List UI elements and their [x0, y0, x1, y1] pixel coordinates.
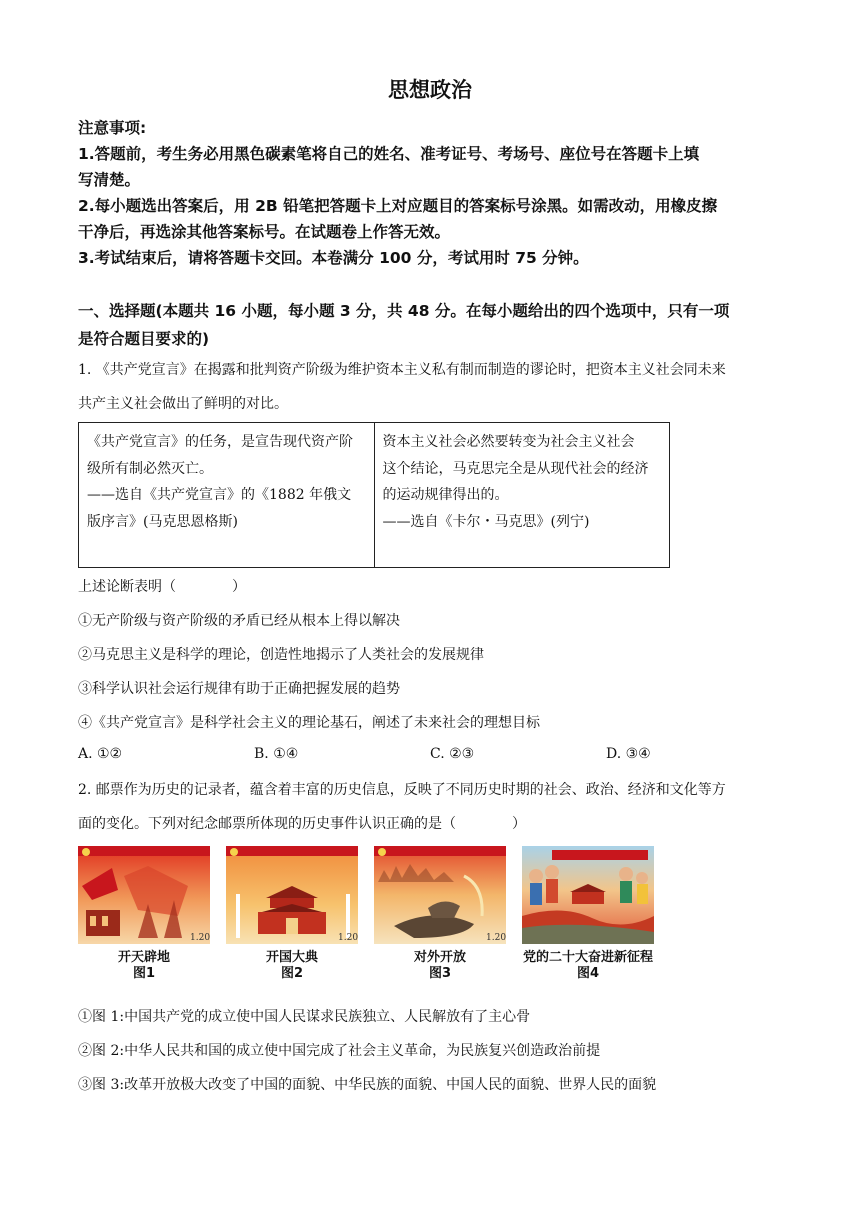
statement: ④《共产党宣言》是科学社会主义的理论基石，阐述了未来社会的理想目标 — [78, 715, 540, 731]
statement: ①无产阶级与资产阶级的矛盾已经从根本上得以解决 — [78, 613, 400, 629]
notice-line: 写清楚。 — [78, 171, 141, 189]
option-a[interactable]: A. ①② — [78, 746, 123, 762]
stamp-caption: 党的二十大奋进新征程 — [522, 950, 653, 965]
notice-line: 2.每小题选出答案后，用 2B 铅笔把答题卡上对应题目的答案标号涂黑。如需改动，用橡皮擦 — [78, 197, 718, 215]
stamp-label: 图4 — [576, 966, 600, 981]
stamp-label: 图3 — [428, 966, 452, 981]
notice-line: 3.考试结束后，请将答题卡交回。本卷满分 100 分，考试用时 75 分钟。 — [78, 249, 589, 267]
page-title: 思想政治 — [388, 78, 472, 102]
option-b[interactable]: B. ①④ — [254, 746, 299, 762]
svg-text:1.20: 1.20 — [338, 933, 358, 943]
quote-cell-right — [374, 423, 670, 568]
stamp-label: 图2 — [280, 966, 304, 981]
quote-line: ——选自《卡尔・马克思》(列宁) — [382, 513, 590, 530]
option-d[interactable]: D. ③④ — [606, 746, 651, 762]
stamp-image-3 — [374, 846, 506, 944]
stamp-caption: 开国大典 — [265, 950, 318, 965]
quote-line: 的运动规律得出的。 — [382, 487, 509, 503]
question-stem: 1. 《共产党宣言》在揭露和批判资产阶级为维护资本主义私有制而制造的谬论时，把资本主义社会同未来 — [78, 362, 726, 378]
quote-line: 级所有制必然灭亡。 — [87, 460, 213, 477]
quote-table — [78, 422, 670, 568]
question-stem: 共产主义社会做出了鲜明的对比。 — [78, 396, 288, 412]
quote-line: 《共产党宣言》的任务，是宣告现代资产阶 — [87, 434, 353, 450]
quote-line: 这个结论，马克思完全是从现代社会的经济 — [382, 460, 649, 477]
question-stem: 面的变化。下列对纪念邮票所体现的历史事件认识正确的是（ ） — [78, 816, 526, 832]
stamp-image-2 — [226, 846, 358, 944]
quote-cell-left — [79, 423, 375, 568]
notice-line: 干净后，再选涂其他答案标号。在试题卷上作答无效。 — [78, 223, 451, 241]
stamp-image-1 — [78, 846, 210, 944]
statement: ③图 3:改革开放极大改变了中国的面貌、中华民族的面貌、中国人民的面貌、世界人民的面貌 — [78, 1077, 657, 1093]
quote-line: 版序言》(马克思恩格斯) — [87, 513, 238, 530]
statement: ②图 2:中华人民共和国的成立使中国完成了社会主义革命，为民族复兴创造政治前提 — [78, 1043, 601, 1059]
svg-text:1.20: 1.20 — [486, 933, 506, 943]
option-c[interactable]: C. ②③ — [430, 746, 475, 762]
statement: ②马克思主义是科学的理论，创造性地揭示了人类社会的发展规律 — [78, 647, 484, 663]
stamp-caption: 开天辟地 — [117, 950, 170, 965]
stamp-caption: 对外开放 — [413, 950, 466, 965]
quote-line: ——选自《共产党宣言》的《1882 年俄文 — [87, 487, 352, 503]
notice-heading: 注意事项: — [78, 119, 147, 137]
stamp-image-4 — [522, 846, 654, 944]
section-heading: 一、选择题(本题共 16 小题，每小题 3 分，共 48 分。在每小题给出的四个选项中，只有一项 — [78, 302, 730, 320]
question-prompt: 上述论断表明（ ） — [78, 579, 246, 595]
question-stem: 2. 邮票作为历史的记录者，蕴含着丰富的历史信息，反映了不同历史时期的社会、政治、经济和文化等方 — [78, 782, 726, 798]
svg-text:1.20: 1.20 — [190, 933, 210, 943]
statement: ③科学认识社会运行规律有助于正确把握发展的趋势 — [78, 681, 400, 697]
section-heading: 是符合题目要求的) — [78, 330, 210, 348]
notice-line: 1.答题前，考生务必用黑色碳素笔将自己的姓名、准考证号、考场号、座位号在答题卡上填 — [78, 145, 700, 163]
statement: ①图 1:中国共产党的成立使中国人民谋求民族独立、人民解放有了主心骨 — [78, 1009, 531, 1025]
quote-line: 资本主义社会必然要转变为社会主义社会 — [382, 434, 635, 450]
stamp-label: 图1 — [132, 966, 156, 981]
